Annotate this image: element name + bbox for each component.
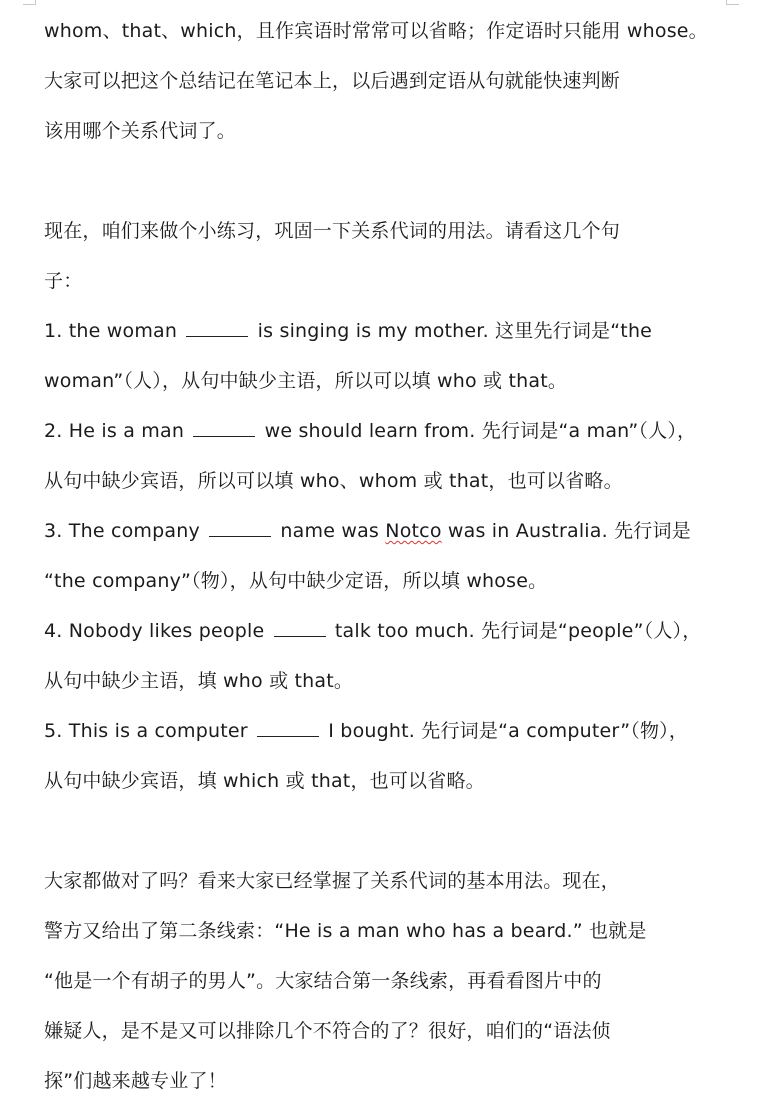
paragraph-gap (44, 156, 724, 206)
paragraph-line: 嫌疑人，是不是又可以排除几个不符合的了？很好，咱们的“语法侦 (44, 1020, 611, 1042)
exercise-5-explanation: 从句中缺少宾语，填 which 或 that，也可以省略。 (44, 770, 485, 792)
exercise-3-explanation: “the company”（物），从句中缺少定语，所以填 whose。 (44, 570, 548, 592)
paragraph-gap (44, 806, 724, 856)
exercise-text: 2. He is a man (44, 420, 185, 442)
exercise-text: 5. This is a computer (44, 720, 248, 742)
exercise-text: 4. Nobody likes people (44, 620, 265, 642)
exercise-text: we should learn from. 先行词是“a man”（人）， (264, 420, 697, 442)
exercise-4-line (44, 606, 724, 656)
exercise-text: 1. the woman (44, 320, 178, 342)
exercise-2-explanation: 从句中缺少宾语，所以可以填 who、whom 或 that，也可以省略。 (44, 470, 623, 492)
exercise-4-explanation: 从句中缺少主语，填 who 或 that。 (44, 670, 354, 692)
paragraph-line: 该用哪个关系代词了。 (44, 120, 237, 142)
exercise-text: 3. The company (44, 520, 200, 542)
paragraph-line: 大家都做对了吗？看来大家已经掌握了关系代词的基本用法。现在， (44, 870, 621, 892)
document-page (44, 6, 724, 1106)
paragraph-line: 现在，咱们来做个小练习，巩固一下关系代词的用法。请看这几个句 (44, 220, 621, 242)
paragraph-line: “他是一个有胡子的男人”。大家结合第一条线索，再看看图片中的 (44, 970, 602, 992)
fill-blank (274, 620, 326, 637)
spellcheck-underlined-word[interactable]: Notco (385, 520, 442, 542)
paragraph-line: 子： (44, 270, 83, 292)
exercise-text: name was (280, 520, 380, 542)
exercise-text: was in Australia. 先行词是 (447, 520, 691, 542)
fill-blank (257, 720, 319, 737)
fill-blank (193, 420, 255, 437)
exercise-2-line (44, 406, 724, 456)
paragraph-line: 警方又给出了第二条线索：“He is a man who has a beard.” 也就是 (44, 920, 647, 942)
exercise-1-line (44, 306, 724, 356)
fill-blank (209, 520, 271, 537)
paragraph-line: whom、that、which，且作宾语时常常可以省略；作定语时只能用 whose。 (44, 20, 708, 42)
paragraph-line: 探”们越来越专业了！ (44, 1070, 227, 1092)
exercise-5-line (44, 706, 724, 756)
exercise-text: talk too much. 先行词是“people”（人）， (334, 620, 702, 642)
exercise-text: I bought. 先行词是“a computer”（物）， (328, 720, 689, 742)
exercise-1-explanation: woman”（人），从句中缺少主语，所以可以填 who 或 that。 (44, 370, 568, 392)
page-corner-mark-left (23, 0, 36, 5)
fill-blank (186, 320, 248, 337)
paragraph-line: 大家可以把这个总结记在笔记本上，以后遇到定语从句就能快速判断 (44, 70, 621, 92)
exercise-3-line (44, 506, 724, 556)
page-corner-mark-right (726, 0, 739, 5)
exercise-text: is singing is my mother. 这里先行词是“the (257, 320, 653, 342)
